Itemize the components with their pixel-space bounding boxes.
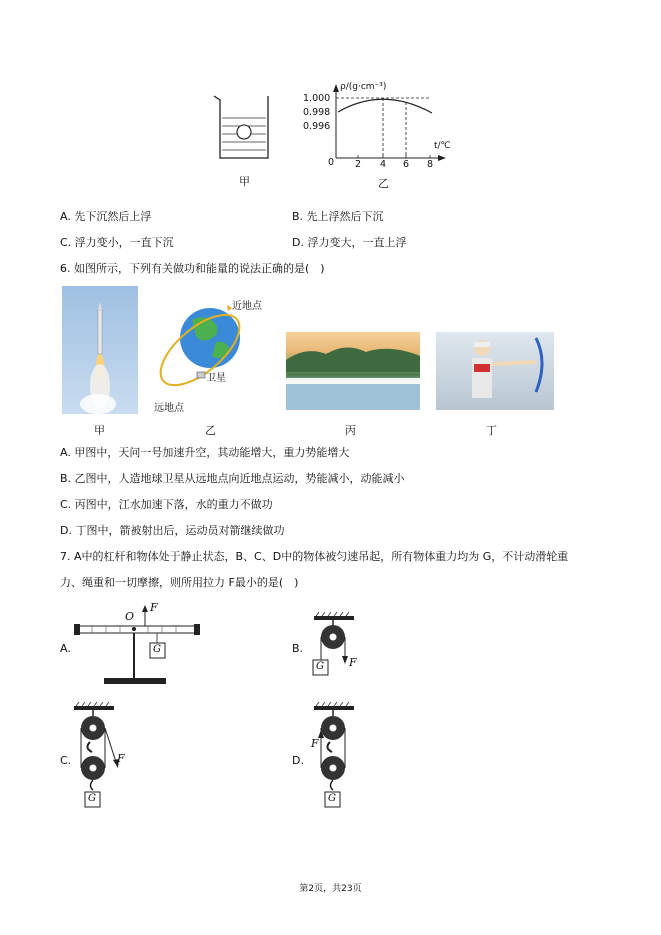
pivot-label: O bbox=[125, 610, 135, 623]
caption-bing: 丙 bbox=[345, 424, 356, 437]
caption-jia-2: 甲 bbox=[94, 424, 105, 437]
force-label-b: F bbox=[349, 656, 357, 669]
q5-option-b[interactable]: B. 先上浮然后下沉 bbox=[292, 210, 384, 223]
x-tick: 4 bbox=[380, 159, 387, 170]
weight-label-d: G bbox=[328, 793, 336, 804]
satellite-label: 卫星 bbox=[206, 373, 226, 384]
q6-stem: 6. 如图所示，下列有关做功和能量的说法正确的是( ) bbox=[60, 262, 325, 275]
caption-yi-2: 乙 bbox=[205, 424, 216, 437]
x-tick: 6 bbox=[403, 159, 410, 170]
near-point-label: 近地点 bbox=[232, 301, 262, 312]
force-label-d: F bbox=[311, 737, 319, 750]
q5-option-d[interactable]: D. 浮力变大，一直上浮 bbox=[292, 236, 407, 249]
caption-ding: 丁 bbox=[486, 424, 497, 437]
x-tick: 0 bbox=[328, 157, 335, 168]
x-tick: 2 bbox=[355, 159, 362, 170]
q5-option-c[interactable]: C. 浮力变小，一直下沉 bbox=[60, 236, 174, 249]
y-tick: 0.998 bbox=[303, 107, 331, 118]
q7-stem-line1: 7. A中的杠杆和物体处于静止状态，B、C、D中的物体被匀速吊起，所有物体重力均为 G，不计动滑轮重 bbox=[60, 550, 569, 563]
q7-stem-line2: 力、绳重和一切摩擦，则所用拉力 F最小的是( ) bbox=[60, 576, 299, 589]
y-tick: 0.996 bbox=[303, 121, 331, 132]
far-point-label: 远地点 bbox=[154, 403, 184, 414]
q7-option-b-letter[interactable]: B. bbox=[292, 642, 304, 655]
force-label-c: F bbox=[117, 752, 125, 765]
page-footer: 第2页，共23页 bbox=[299, 884, 362, 894]
y-tick: 1.000 bbox=[303, 93, 331, 104]
q5-option-a[interactable]: A. 先下沉然后上浮 bbox=[60, 210, 152, 223]
q7-option-d-letter[interactable]: D. bbox=[292, 754, 304, 767]
weight-label-a: G bbox=[153, 644, 161, 655]
force-label-a: F bbox=[150, 601, 158, 614]
q6-option-b[interactable]: B. 乙图中，人造地球卫星从远地点向近地点运动，势能减小，动能减小 bbox=[60, 472, 405, 485]
caption-jia: 甲 bbox=[239, 175, 250, 188]
caption-yi: 乙 bbox=[378, 177, 389, 190]
q7-option-a-letter[interactable]: A. bbox=[60, 642, 71, 655]
weight-label-b: G bbox=[316, 661, 324, 672]
q6-option-d[interactable]: D. 丁图中，箭被射出后，运动员对箭继续做功 bbox=[60, 524, 285, 537]
x-axis-label: t/℃ bbox=[434, 141, 451, 151]
x-tick: 8 bbox=[427, 159, 434, 170]
q6-option-c[interactable]: C. 丙图中，江水加速下落，水的重力不做功 bbox=[60, 498, 273, 511]
q6-option-a[interactable]: A. 甲图中，天问一号加速升空，其动能增大，重力势能增大 bbox=[60, 446, 350, 459]
weight-label-c: G bbox=[88, 793, 96, 804]
y-axis-label: ρ/(g·cm⁻³) bbox=[340, 82, 387, 92]
q7-option-c-letter[interactable]: C. bbox=[60, 754, 72, 767]
